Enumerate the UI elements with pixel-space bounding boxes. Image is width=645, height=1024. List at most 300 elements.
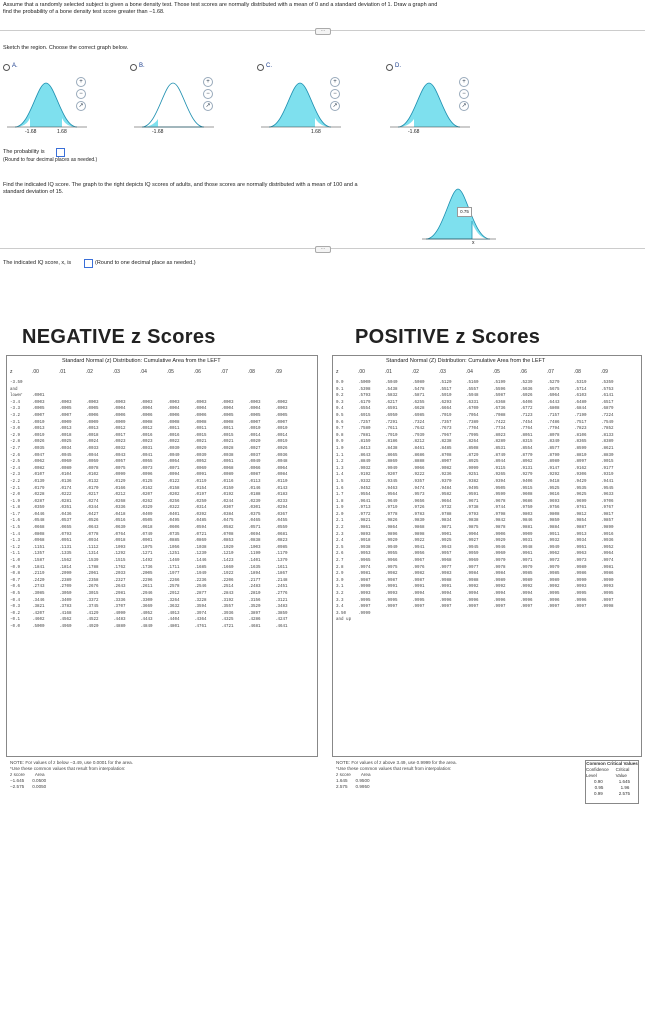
positive-cell: .7190 [574, 413, 587, 418]
positive-cell: .9099 [466, 466, 479, 471]
positive-cell: .8577 [547, 446, 560, 451]
negative-cell: .1492 [140, 559, 153, 564]
negative-z-value: and [10, 387, 18, 392]
positive-cell: .9951 [574, 545, 587, 550]
negative-cell: .3085 [32, 592, 45, 596]
positive-cell: .9838 [466, 519, 479, 524]
negative-cell: .0025 [59, 440, 72, 445]
negative-cell: .4129 [86, 611, 99, 616]
negative-cell: .0239 [248, 499, 261, 504]
negative-cell: .0019 [275, 440, 288, 445]
positive-cell: .6950 [385, 413, 398, 418]
positive-table-row [336, 584, 628, 591]
positive-cell: .9693 [547, 499, 560, 504]
cv-value: 2.575 [618, 791, 630, 796]
positive-table-row [336, 466, 628, 473]
negative-cell: .0250 [194, 499, 207, 504]
positive-cell: .9147 [547, 466, 560, 471]
negative-table-row [10, 532, 302, 539]
negative-cell: .0150 [221, 486, 234, 491]
positive-cell: .9573 [412, 493, 425, 498]
positive-cell: .9918 [358, 539, 371, 544]
positive-cell: .6664 [439, 407, 452, 412]
positive-cell: .7611 [385, 427, 398, 432]
positive-cell: .9965 [358, 559, 371, 564]
negative-cell: .0869 [194, 539, 207, 544]
positive-cell: .5279 [547, 381, 560, 385]
positive-cell: .7257 [358, 420, 371, 425]
positive-note-line2: *Use these common values that result from interpolation: [336, 766, 452, 771]
negative-cell: .0037 [248, 453, 261, 458]
negative-z-value: -3.0 [10, 427, 21, 432]
negative-cell: .0307 [221, 506, 234, 511]
negative-cell: .0017 [113, 433, 126, 438]
negative-table-row [10, 578, 302, 585]
negative-cell: .0749 [140, 532, 153, 537]
positive-column-header: z [336, 369, 339, 375]
option-b-label[interactable]: B. [139, 63, 145, 69]
positive-cell: .9994 [520, 592, 533, 596]
negative-table-row [10, 439, 302, 446]
negative-table-row [10, 558, 302, 565]
negative-cell: .0222 [59, 493, 72, 498]
negative-cell: .1038 [194, 545, 207, 550]
negative-cell: .0136 [59, 479, 72, 484]
positive-cell: .9535 [574, 486, 587, 491]
positive-cell: .9616 [547, 493, 560, 498]
positive-cell: .9994 [412, 592, 425, 596]
negative-z-value: -1.1 [10, 552, 21, 557]
positive-cell: .9996 [439, 598, 452, 603]
negative-cell: .0212 [113, 493, 126, 498]
positive-cell: .5987 [493, 394, 506, 399]
negative-cell: .0119 [194, 479, 207, 484]
positive-cell: .9940 [385, 545, 398, 550]
negative-cell: .0336 [113, 506, 126, 511]
negative-cell: .4207 [32, 611, 45, 616]
negative-cell: .3669 [140, 605, 153, 610]
negative-z-value: -2.3 [10, 473, 21, 478]
negative-cell: .0294 [275, 506, 288, 511]
positive-cell: .6808 [547, 407, 560, 412]
positive-cell: .9956 [412, 552, 425, 557]
negative-z-value: lower [10, 394, 23, 399]
positive-cell: .7389 [466, 420, 479, 425]
negative-cell: .2743 [32, 585, 45, 590]
negative-cell: .0005 [275, 413, 288, 418]
positive-cell: .8508 [466, 446, 479, 451]
negative-cell: .0010 [32, 420, 45, 425]
negative-cell: .0004 [248, 407, 261, 412]
zoom-in-icon[interactable]: + [203, 77, 213, 87]
negative-cell: .0003 [248, 400, 261, 405]
expand-icon[interactable]: ↗ [330, 101, 340, 111]
positive-cell: .9817 [601, 512, 614, 517]
negative-cell: .0367 [275, 512, 288, 517]
negative-cell: .2810 [248, 592, 261, 596]
negative-table-row [10, 505, 302, 512]
expand-dots-button[interactable]: ··· [315, 28, 331, 35]
negative-table-row [10, 611, 302, 618]
negative-cell: .0087 [248, 473, 261, 478]
positive-cell: .9920 [385, 539, 398, 544]
positive-note [336, 760, 457, 790]
negative-cell: .2981 [113, 592, 126, 596]
option-a-label[interactable]: A. [12, 63, 18, 69]
negative-cell: .0080 [59, 466, 72, 471]
negative-column-header: .04 [140, 369, 147, 375]
negative-z-value: -2.0 [10, 493, 21, 498]
negative-cell: .0630 [113, 526, 126, 531]
positive-cell: .5160 [466, 381, 479, 385]
positive-z-value: 2.7 [336, 559, 344, 564]
negative-cell: .4247 [275, 618, 288, 623]
negative-cell: .0039 [194, 453, 207, 458]
negative-cell: .4721 [221, 624, 234, 629]
zoom-in-icon[interactable]: + [459, 77, 469, 87]
negative-cell: .0066 [248, 466, 261, 471]
positive-cell: .9826 [385, 519, 398, 524]
negative-cell: .3228 [194, 598, 207, 603]
option-c-label[interactable]: C. [266, 63, 272, 69]
zoom-out-icon[interactable]: − [459, 89, 469, 99]
positive-cell: .9936 [601, 539, 614, 544]
positive-cell: .9756 [547, 506, 560, 511]
expand-icon[interactable]: ↗ [203, 101, 213, 111]
negative-cell: .0003 [59, 400, 72, 405]
positive-cell: .9671 [466, 499, 479, 504]
positive-column-header: .09 [601, 369, 608, 375]
negative-z-value: -2.8 [10, 440, 21, 445]
positive-heading: POSITIVE z Scores [355, 326, 541, 348]
positive-cell: .8238 [439, 440, 452, 445]
positive-cell: .9890 [601, 526, 614, 531]
negative-cell: .0045 [59, 453, 72, 458]
option-c-radio[interactable] [257, 64, 264, 71]
positive-cell: .9999 [358, 611, 371, 616]
negative-table-row [10, 400, 302, 407]
expand-dots-button[interactable]: ··· [315, 246, 331, 253]
negative-cell: .0918 [113, 539, 126, 544]
positive-note-line1: NOTE: For values of z above 3.49, use 0.9999 for the area. [336, 760, 457, 765]
positive-cell: .6772 [520, 407, 533, 412]
negative-cell: .3483 [275, 605, 288, 610]
positive-cell: .8186 [385, 440, 398, 445]
positive-cell: .9115 [493, 466, 506, 471]
negative-cell: .2177 [248, 578, 261, 583]
positive-cell: .8749 [493, 453, 506, 458]
negative-cell: .0071 [167, 466, 180, 471]
positive-cell: .9913 [574, 532, 587, 537]
negative-table-row [10, 446, 302, 453]
positive-cell: .9997 [493, 605, 506, 610]
positive-table-row [336, 393, 628, 400]
negative-cell: .0013 [32, 427, 45, 432]
negative-cell: .0154 [194, 486, 207, 491]
positive-cell: .9945 [466, 545, 479, 550]
positive-cell: .9744 [493, 506, 506, 511]
positive-cell: .9177 [601, 466, 614, 471]
negative-table-row [10, 591, 302, 598]
positive-cell: .7157 [547, 413, 560, 418]
negative-z-value: -2.1 [10, 486, 21, 491]
positive-cell: .5714 [574, 387, 587, 392]
negative-cell: .3015 [86, 592, 99, 596]
negative-cell: .2389 [59, 578, 72, 583]
negative-cell: .4364 [194, 618, 207, 623]
negative-cell: .0006 [167, 413, 180, 418]
zoom-in-icon[interactable]: + [76, 77, 86, 87]
negative-cell: .0838 [248, 539, 261, 544]
option-a-radio[interactable] [3, 64, 10, 71]
positive-table-row [336, 578, 628, 585]
positive-cell: .7794 [547, 427, 560, 432]
negative-cell: .0021 [221, 440, 234, 445]
negative-cell: .0029 [194, 446, 207, 451]
positive-cell: .6480 [574, 400, 587, 405]
option-b-radio[interactable] [130, 64, 137, 71]
negative-column-header: .08 [248, 369, 255, 375]
negative-cell: .0075 [113, 466, 126, 471]
negative-cell: .0007 [32, 413, 45, 418]
positive-table-row [336, 591, 628, 598]
negative-column-header: .01 [59, 369, 66, 375]
positive-cell: .8159 [358, 440, 371, 445]
negative-cell: .0052 [194, 460, 207, 465]
positive-cell: .9948 [520, 545, 533, 550]
positive-cell: .9875 [466, 526, 479, 531]
negative-cell: .1587 [32, 559, 45, 564]
positive-cell: .5871 [412, 394, 425, 399]
negative-column-headers [10, 369, 302, 375]
negative-cell: .0314 [194, 506, 207, 511]
positive-table-row [336, 598, 628, 605]
zoom-out-icon[interactable]: − [203, 89, 213, 99]
positive-z-value: 1.1 [336, 453, 344, 458]
problem2-text-line1: Find the indicated IQ score. The graph to the right depicts IQ scores of adults, and those scores are normally distributed with a mean of 100 and a [3, 182, 358, 188]
positive-cell: .6879 [601, 407, 614, 412]
iq-answer-input[interactable] [84, 259, 93, 268]
positive-cell: .9633 [601, 493, 614, 498]
positive-z-value: 0.1 [336, 387, 344, 392]
positive-cell: .8023 [493, 433, 506, 438]
zoom-out-icon[interactable]: − [330, 89, 340, 99]
positive-cell: .7291 [385, 420, 398, 425]
negative-cell: .0384 [221, 512, 234, 517]
positive-cell: .9984 [466, 572, 479, 577]
positive-cell: .9599 [493, 493, 506, 498]
negative-cell: .0015 [194, 433, 207, 438]
option-d-label[interactable]: D. [395, 63, 401, 69]
negative-cell: .0132 [86, 479, 99, 484]
negative-cell: .1788 [86, 565, 99, 570]
positive-cell: .9979 [520, 565, 533, 570]
negative-cell: .2546 [194, 585, 207, 590]
critical-values-box [585, 760, 639, 804]
positive-cell: .9803 [520, 512, 533, 517]
positive-cell: .9767 [601, 506, 614, 511]
positive-cell: .9778 [385, 512, 398, 517]
positive-table-row [336, 459, 628, 466]
negative-z-value: -1.4 [10, 532, 21, 537]
problem1-text-line2: find the probability of a bone density test score greater than −1.68. [3, 9, 165, 15]
positive-cell: .9987 [412, 578, 425, 583]
negative-cell: .2709 [59, 585, 72, 590]
positive-cell: .9994 [493, 592, 506, 596]
negative-cell: .0007 [248, 420, 261, 425]
negative-cell: .0007 [275, 420, 288, 425]
positive-cell: .9929 [493, 539, 506, 544]
positive-cell: .9992 [466, 585, 479, 590]
probability-label: The probability is [3, 149, 45, 155]
negative-column-header: .02 [86, 369, 93, 375]
negative-cell: .0192 [221, 493, 234, 498]
positive-cell: .9993 [385, 592, 398, 596]
negative-z-value: -0.8 [10, 572, 21, 577]
positive-cell: .5636 [520, 387, 533, 392]
positive-cell: .9236 [439, 473, 452, 478]
negative-cell: .0047 [32, 453, 45, 458]
positive-cell: .9406 [520, 479, 533, 484]
negative-cell: .1003 [248, 545, 261, 550]
positive-cell: .9995 [547, 592, 560, 596]
positive-z-value: 2.1 [336, 519, 344, 524]
positive-cell: .9995 [601, 592, 614, 596]
option-d-radio[interactable] [386, 64, 393, 71]
negative-cell: .4960 [59, 624, 72, 629]
positive-table-title: Standard Normal (Z) Distribution: Cumulative Area from the LEFT [386, 358, 546, 364]
positive-cell: .6443 [547, 400, 560, 405]
negative-column-header: .05 [167, 369, 174, 375]
negative-cell: .0008 [194, 420, 207, 425]
cv-level: 0.90 [593, 779, 603, 784]
negative-cell: .2946 [140, 592, 153, 596]
negative-z-value: -1.8 [10, 506, 21, 511]
negative-cell: .2206 [221, 578, 234, 583]
positive-z-value: 2.5 [336, 545, 344, 550]
negative-table-row [10, 453, 302, 460]
negative-cell: .0139 [32, 479, 45, 484]
positive-z-value: 0.8 [336, 433, 344, 438]
positive-table-row [336, 617, 628, 624]
negative-cell: .3192 [221, 598, 234, 603]
negative-cell: .3974 [194, 611, 207, 616]
negative-cell: .0322 [167, 506, 180, 511]
positive-cell: .9961 [520, 552, 533, 557]
negative-z-value: -1.9 [10, 499, 21, 504]
positive-z-value: 2.4 [336, 539, 344, 544]
positive-cell: .5557 [466, 387, 479, 392]
negative-cell: .0643 [86, 526, 99, 531]
negative-cell: .0668 [32, 526, 45, 531]
positive-z-value: 0.6 [336, 420, 344, 425]
positive-cell: .8810 [574, 453, 587, 458]
negative-cell: .0084 [275, 473, 288, 478]
positive-cell: .9949 [547, 545, 560, 550]
positive-cell: .8944 [493, 460, 506, 465]
negative-cell: .2420 [32, 578, 45, 583]
expand-icon[interactable]: ↗ [76, 101, 86, 111]
positive-cell: .9463 [385, 486, 398, 491]
positive-cell: .6217 [385, 400, 398, 405]
zoom-out-icon[interactable]: − [76, 89, 86, 99]
positive-cell: .9993 [358, 592, 371, 596]
negative-cell: .1020 [221, 545, 234, 550]
positive-cell: .9719 [385, 506, 398, 511]
expand-icon[interactable]: ↗ [459, 101, 469, 111]
negative-cell: .0526 [86, 519, 99, 524]
positive-cell: .9953 [358, 552, 371, 557]
negative-z-value: -2.9 [10, 433, 21, 438]
negative-cell: .1711 [167, 565, 180, 570]
positive-table-row [336, 545, 628, 552]
negative-cell: .0548 [32, 519, 45, 524]
cv-level: 0.95 [594, 785, 604, 790]
positive-z-value: 3.0 [336, 578, 344, 583]
probability-input[interactable] [56, 148, 65, 157]
positive-cell: .7486 [547, 420, 560, 425]
negative-cell: .0003 [86, 400, 99, 405]
positive-cell: .7764 [520, 427, 533, 432]
positive-cell: .9857 [601, 519, 614, 524]
negative-cell: .0024 [86, 440, 99, 445]
negative-z-value: -1.7 [10, 512, 21, 517]
negative-cell: .0465 [248, 519, 261, 524]
positive-cell: .9946 [493, 545, 506, 550]
positive-cell: .9976 [412, 565, 425, 570]
negative-cell: .3557 [221, 605, 234, 610]
negative-cell: .0008 [167, 420, 180, 425]
positive-cell: .9982 [412, 572, 425, 577]
positive-cell: .7823 [574, 427, 587, 432]
positive-cell: .9996 [493, 598, 506, 603]
negative-cell: .0401 [167, 512, 180, 517]
positive-cell: .9850 [547, 519, 560, 524]
negative-cell: .0057 [113, 460, 126, 465]
negative-cell: .0122 [167, 479, 180, 484]
positive-cell: .9441 [601, 479, 614, 484]
negative-cell: .1515 [113, 559, 126, 564]
positive-cell: .9982 [385, 572, 398, 577]
positive-cell: .8925 [466, 460, 479, 465]
negative-cell: .2061 [86, 572, 99, 577]
positive-cell: .8315 [520, 440, 533, 445]
negative-cell: .0197 [194, 493, 207, 498]
negative-cell: .0028 [221, 446, 234, 451]
negative-cell: .0808 [32, 532, 45, 537]
negative-z-value: -1.2 [10, 545, 21, 550]
negative-cell: .1894 [248, 572, 261, 577]
positive-cell: .9972 [547, 559, 560, 564]
positive-column-header: .04 [466, 369, 473, 375]
negative-cell: .1736 [140, 565, 153, 570]
negative-cell: .0268 [113, 499, 126, 504]
positive-cell: .9515 [520, 486, 533, 491]
positive-cell: .7580 [358, 427, 371, 432]
negative-cell: .0009 [113, 420, 126, 425]
positive-cell: .5239 [520, 381, 533, 385]
negative-cell: .0559 [275, 526, 288, 531]
positive-table-row [336, 492, 628, 499]
negative-z-value: -2.2 [10, 479, 21, 484]
zoom-in-icon[interactable]: + [330, 77, 340, 87]
positive-table-row [336, 446, 628, 453]
positive-cell: .7422 [493, 420, 506, 425]
positive-cell: .9906 [493, 532, 506, 537]
negative-cell: .0427 [86, 512, 99, 517]
negative-cell: .0033 [86, 446, 99, 451]
positive-cell: .9812 [574, 512, 587, 517]
